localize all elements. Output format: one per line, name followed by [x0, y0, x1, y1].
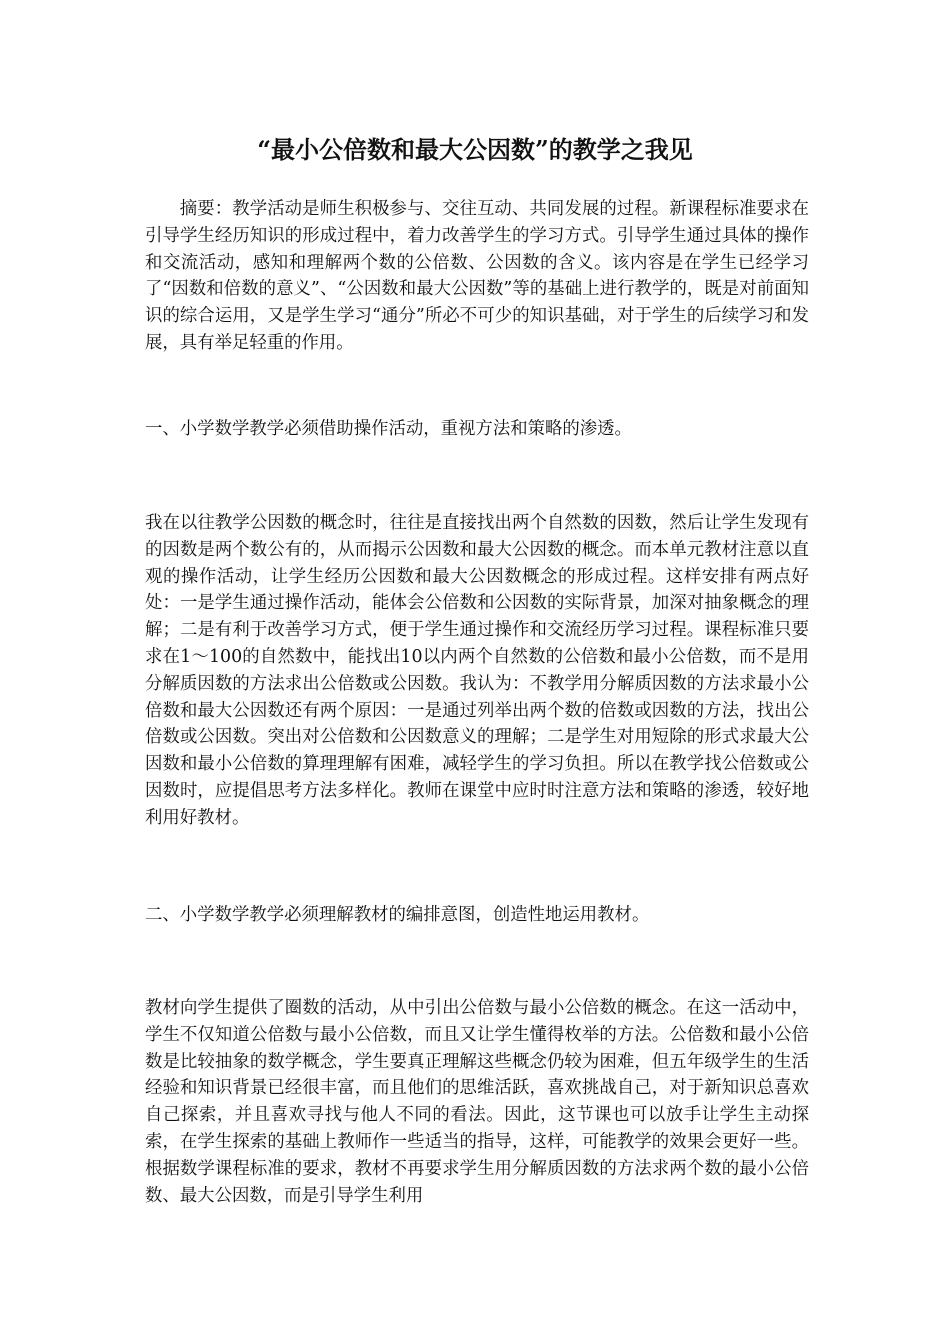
- section-1-heading: 一、小学数学教学必须借助操作活动，重视方法和策略的渗透。: [145, 419, 632, 439]
- section-2-heading: 二、小学数学教学必须理解教材的编排意图，创造性地运用教材。: [145, 905, 650, 925]
- section-1-body: 我在以往教学公因数的概念时，往往是直接找出两个自然数的因数，然后让学生发现有的因数是两个数公有的，从而揭示公因数和最大公因数的概念。而本单元教材注意以直观的操作活动，让学生经历公因数和最大公因数概念的形成过程。这样安排有两点好处：一是学生通过操作活动，能体会公倍数和公因数的实际背景，加深对抽象概念的理解；二是有利于改善学习方式，便于学生通过操作和交流经历学习过程。课程标准只要求在1～100的自然数中，能找出10以内两个自然数的公倍数和最小公倍数，而不是用分解质因数的方法求出公倍数或公因数。我认为：不教学用分解质因数的方法求最小公倍数和最大公因数还有两个原因：一是通过列举出两个数的倍数或因数的方法，找出公倍数或公因数。突出对公倍数和公因数意义的理解；二是学生对用短除的形式求最大公因数和最小公倍数的算理理解有困难，减轻学生的学习负担。所以在教学找公倍数或公因数时，应提倡思考方法多样化。教师在课堂中应时时注意方法和策略的渗透，较好地利用好教材。: [145, 513, 809, 828]
- document-title: “最小公倍数和最大公因数”的教学之我见: [257, 135, 693, 164]
- abstract-paragraph: 摘要：教学活动是师生积极参与、交往互动、共同发展的过程。新课程标准要求在引导学生经历知识的形成过程中，着力改善学生的学习方式。引导学生通过具体的操作和交流活动，感知和理解两个数的公倍数、公因数的含义。该内容是在学生已经学习了“因数和倍数的意义”、“公因数和最大公因数”等的基础上进行教学的，既是对前面知识的综合运用，又是学生学习“通分”所必不可少的知识基础，对于学生的后续学习和发展，具有举足轻重的作用。: [145, 199, 809, 353]
- section-2-body: 教材向学生提供了圈数的活动，从中引出公倍数与最小公倍数的概念。在这一活动中，学生不仅知道公倍数与最小公倍数，而且又让学生懂得枚举的方法。公倍数和最小公倍数是比较抽象的数学概念，学生要真正理解这些概念仍较为困难，但五年级学生的生活经验和知识背景已经很丰富，而且他们的思维活跃，喜欢挑战自己，对于新知识总喜欢自己探索，并且喜欢寻找与他人不同的看法。因此，这节课也可以放手让学生主动探索，在学生探索的基础上教师作一些适当的指导，这样，可能教学的效果会更好一些。根据数学课程标准的要求，教材不再要求学生用分解质因数的方法求两个数的最小公倍数、最大公因数，而是引导学生利用: [145, 998, 809, 1206]
